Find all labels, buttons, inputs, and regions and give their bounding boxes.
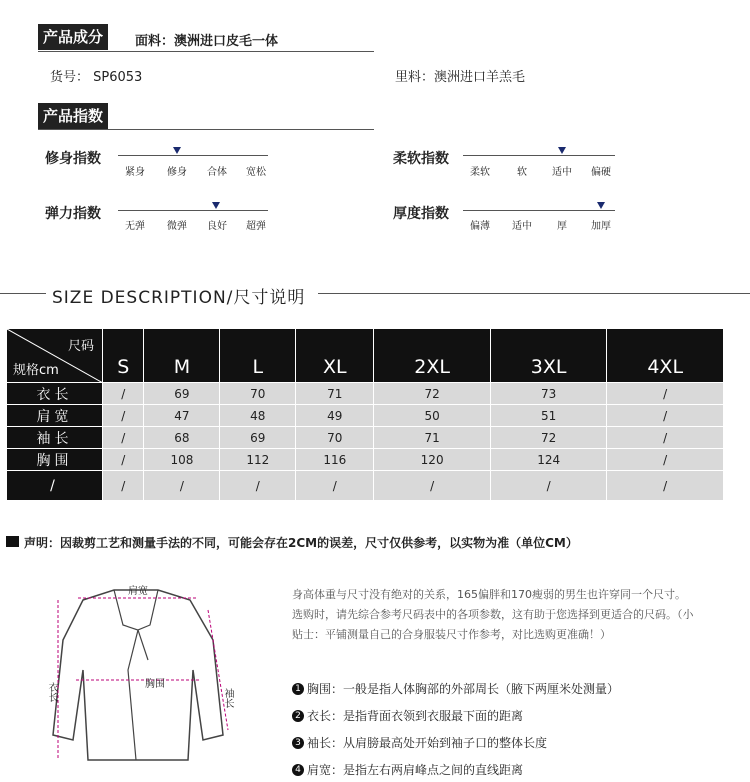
row-label: 袖长: [7, 427, 103, 449]
scale-option: 微弹: [167, 221, 187, 232]
size-header: 2XL: [374, 329, 491, 383]
fit-marker: [173, 147, 181, 154]
cell: 72: [374, 383, 491, 405]
cell: /: [144, 471, 220, 501]
number-badge: 4: [292, 764, 304, 776]
size-section-title: SIZE DESCRIPTION/尺寸说明: [52, 288, 306, 308]
scale-option: 合体: [207, 167, 227, 178]
scale-option: 适中: [512, 221, 532, 232]
cell: 112: [220, 449, 296, 471]
cell: 124: [490, 449, 607, 471]
cell: 116: [296, 449, 374, 471]
table-corner: [7, 329, 103, 383]
cell: /: [607, 405, 724, 427]
table-row: [7, 405, 724, 427]
divider: [318, 293, 750, 294]
softness-marker: [558, 147, 566, 154]
cell: /: [607, 471, 724, 501]
table-row: [7, 427, 724, 449]
size-header: 4XL: [607, 329, 724, 383]
thickness-marker: [597, 202, 605, 209]
fit-title: 修身指数: [45, 151, 101, 167]
divider: [38, 129, 374, 130]
scale-option: 软: [517, 167, 527, 178]
jacket-diagram: [18, 570, 253, 775]
cell: /: [220, 471, 296, 501]
scale-option: 厚: [557, 221, 567, 232]
indices-tag: 产品指数: [38, 103, 108, 129]
fit-scale: [118, 155, 268, 156]
list-item: [292, 734, 732, 751]
scale-option: 修身: [167, 167, 187, 178]
size-header: XL: [296, 329, 374, 383]
diagram-chest-label: 胸围: [145, 679, 165, 690]
note-text: 胸围：一般是指人体胸部的外部周长（腋下两厘米处测量）: [307, 682, 620, 696]
disclaimer: 声明：因裁剪工艺和测量手法的不同，可能会存在2CM的误差，尺寸仅供参考，以实物为准（单位CM）: [24, 536, 578, 550]
cell: 69: [144, 383, 220, 405]
cell: 70: [220, 383, 296, 405]
row-label: 胸围: [7, 449, 103, 471]
cell: /: [103, 471, 144, 501]
note-text: 肩宽：是指左右两肩峰点之间的直线距离: [307, 763, 524, 777]
elasticity-marker: [212, 202, 220, 209]
diagram-shoulder-label: 肩宽: [128, 586, 148, 597]
diagram-sleeve-label: 袖长: [222, 688, 233, 708]
cell: /: [103, 427, 144, 449]
list-item: [292, 707, 732, 724]
cell: 49: [296, 405, 374, 427]
size-header: M: [144, 329, 220, 383]
scale-option: 良好: [207, 221, 227, 232]
row-label: 衣长: [7, 383, 103, 405]
cell: 50: [374, 405, 491, 427]
cell: 68: [144, 427, 220, 449]
cell: 47: [144, 405, 220, 427]
scale-option: 紧身: [125, 167, 145, 178]
cell: 73: [490, 383, 607, 405]
cell: 70: [296, 427, 374, 449]
measure-notes: [292, 680, 732, 782]
cell: 72: [490, 427, 607, 449]
thickness-scale: [463, 210, 615, 211]
number-badge: 3: [292, 737, 304, 749]
size-table: [6, 328, 724, 501]
scale-option: 无弹: [125, 221, 145, 232]
composition-tag: 产品成分: [38, 24, 108, 50]
size-header: L: [220, 329, 296, 383]
elasticity-title: 弹力指数: [45, 206, 101, 222]
lining-text: 里料：澳洲进口羊羔毛: [395, 70, 526, 85]
cell: 71: [374, 427, 491, 449]
cell: 51: [490, 405, 607, 427]
cell: 120: [374, 449, 491, 471]
cell: /: [607, 383, 724, 405]
divider: [38, 51, 374, 52]
cell: /: [103, 405, 144, 427]
thickness-title: 厚度指数: [393, 206, 449, 222]
cell: /: [490, 471, 607, 501]
row-label: /: [7, 471, 103, 501]
cell: /: [103, 383, 144, 405]
note-text: 衣长：是指背面衣领到衣服最下面的距离: [307, 709, 524, 723]
cell: 48: [220, 405, 296, 427]
cell: /: [607, 427, 724, 449]
cell: 71: [296, 383, 374, 405]
size-header: S: [103, 329, 144, 383]
number-badge: 2: [292, 710, 304, 722]
scale-option: 宽松: [246, 167, 266, 178]
cell: 108: [144, 449, 220, 471]
pencil-icon: [6, 536, 19, 547]
note-text: 袖长：从肩膀最高处开始到袖子口的整体长度: [307, 736, 548, 750]
advice-text: 身高体重与尺寸没有绝对的关系，165偏胖和170瘦弱的男生也许穿同一个尺寸。选购时，请先综合参考尺码表中的各项参数，这有助于您选择到更适合的尺码。（小贴士：平铺测量自己的合身服装尺寸作参考，对比选购更准确！）: [292, 588, 694, 641]
softness-scale: [463, 155, 615, 156]
cell: /: [296, 471, 374, 501]
cell: /: [374, 471, 491, 501]
scale-option: 超弹: [246, 221, 266, 232]
scale-option: 偏硬: [591, 167, 611, 178]
fabric-text: 面料：澳洲进口皮毛一体: [135, 34, 279, 49]
list-item: [292, 761, 732, 778]
table-row: [7, 449, 724, 471]
list-item: [292, 680, 732, 697]
size-header: 3XL: [490, 329, 607, 383]
scale-option: 偏薄: [470, 221, 490, 232]
scale-option: 加厚: [591, 221, 611, 232]
diagram-length-label: 衣长: [46, 682, 57, 702]
cell: /: [607, 449, 724, 471]
row-label: 肩宽: [7, 405, 103, 427]
softness-title: 柔软指数: [393, 151, 449, 167]
cell: 69: [220, 427, 296, 449]
cell: /: [103, 449, 144, 471]
corner-top-label: 尺码: [67, 339, 94, 354]
table-row: [7, 383, 724, 405]
corner-bottom-label: 规格cm: [13, 363, 59, 378]
scale-option: 适中: [552, 167, 572, 178]
divider: [0, 293, 46, 294]
table-row: [7, 471, 724, 501]
scale-option: 柔软: [470, 167, 490, 178]
item-number: 货号： SP6053: [50, 70, 143, 85]
elasticity-scale: [118, 210, 268, 211]
number-badge: 1: [292, 683, 304, 695]
